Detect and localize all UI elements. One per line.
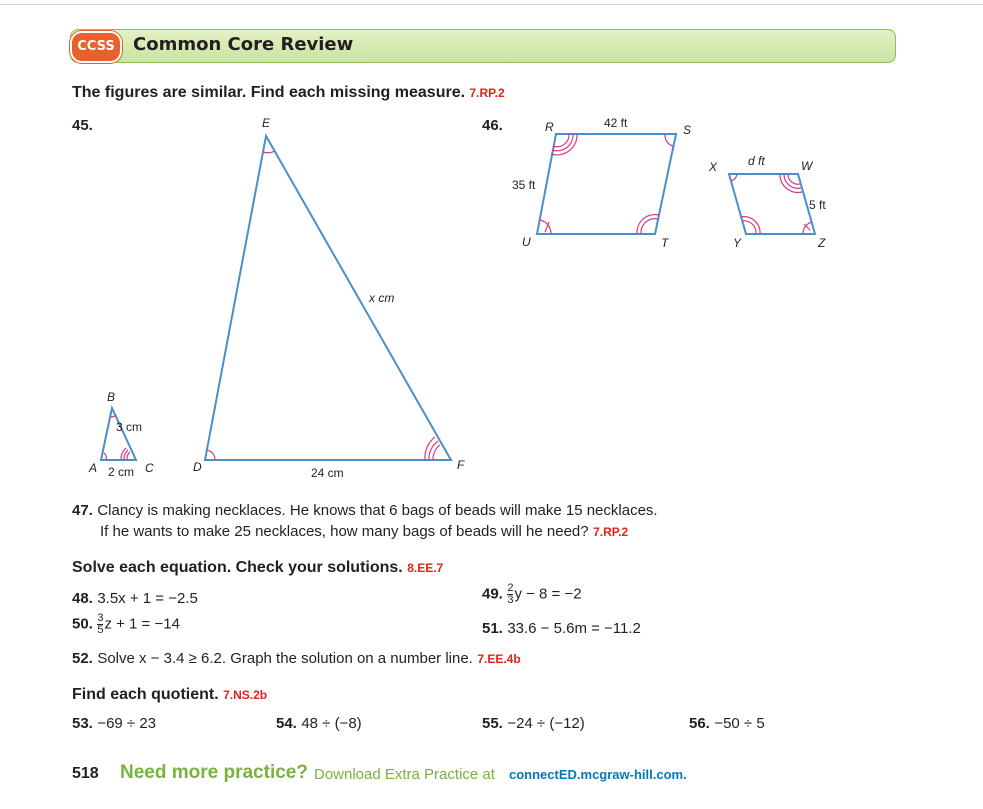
banner-title: Common Core Review <box>133 34 354 55</box>
problem-52 <box>72 650 521 668</box>
section1-standard: 7.RP.2 <box>469 86 505 100</box>
problem-51 <box>482 620 641 638</box>
p47-line1 <box>72 502 658 520</box>
section2-instruction: Solve each equation. Check your solutions. <box>72 559 403 576</box>
vertex-s: S <box>683 123 692 137</box>
section3-instruction: Find each quotient. <box>72 686 219 703</box>
problem-55 <box>482 715 585 733</box>
p47-number: 47. <box>72 502 93 519</box>
side-bc: 3 cm <box>116 420 143 434</box>
p56-expr: −50 ÷ 5 <box>714 715 765 732</box>
quad-xwzy <box>729 174 815 234</box>
p52-text: Solve x − 3.4 ≥ 6.2. Graph the solution on a number line. <box>97 650 473 667</box>
p51-expr: 33.6 − 5.6m = −11.2 <box>507 620 641 637</box>
vertex-a: A <box>89 461 98 475</box>
side-ru: 35 ft <box>512 178 536 192</box>
p47-text1: Clancy is making necklaces. He knows that 6 bags of beads will make 15 necklaces. <box>97 502 658 519</box>
p51-number: 51. <box>482 620 503 637</box>
p50-number: 50. <box>72 615 93 633</box>
p49-number: 49. <box>482 585 503 603</box>
p54-expr: 48 ÷ (−8) <box>301 715 362 732</box>
problem-49 <box>482 583 582 606</box>
side-ef: x cm <box>369 291 395 305</box>
footer-need-more: Need more practice? <box>120 762 308 783</box>
vertex-x: X <box>709 160 718 174</box>
p54-number: 54. <box>276 715 297 732</box>
side-xw: d ft <box>748 154 765 168</box>
footer-url-link[interactable]: connectED.mcgraw-hill.com. <box>509 767 687 782</box>
p47-text2: If he wants to make 25 necklaces, how many bags of beads will he need? <box>100 523 589 540</box>
p50-num: 3 <box>97 612 104 624</box>
p52-number: 52. <box>72 650 93 667</box>
p49-num: 2 <box>507 582 514 594</box>
vertex-y: Y <box>733 236 742 250</box>
side-ac: 2 cm <box>108 465 135 479</box>
section2-standard: 8.EE.7 <box>407 561 444 575</box>
p52-standard: 7.EE.4b <box>477 652 521 666</box>
p45-number: 45. <box>72 117 93 134</box>
vertex-z: Z <box>818 236 826 250</box>
problem-48 <box>72 590 198 608</box>
vertex-t: T <box>661 236 669 250</box>
side-wz: 5 ft <box>809 198 826 212</box>
p55-number: 55. <box>482 715 503 732</box>
section2-heading <box>72 559 443 577</box>
problem-50 <box>72 613 180 636</box>
p47-standard: 7.RP.2 <box>593 525 629 539</box>
p56-number: 56. <box>689 715 710 732</box>
vertex-r: R <box>545 120 554 134</box>
p50-expr: z + 1 = −14 <box>104 615 180 633</box>
p53-number: 53. <box>72 715 93 732</box>
problem-56 <box>689 715 765 733</box>
section3-heading <box>72 686 267 704</box>
vertex-d: D <box>193 460 202 474</box>
side-df: 24 cm <box>311 466 344 480</box>
problem-54 <box>276 715 362 733</box>
vertex-b: B <box>107 390 116 404</box>
footer-download-text: Download Extra Practice at <box>314 766 495 783</box>
vertex-u: U <box>522 235 531 249</box>
side-rs: 42 ft <box>604 116 628 130</box>
p48-number: 48. <box>72 590 93 607</box>
p50-fraction <box>97 613 103 636</box>
ccss-badge: CCSS <box>70 31 122 63</box>
problem-53 <box>72 715 156 733</box>
p49-den: 3 <box>507 594 514 606</box>
section3-standard: 7.NS.2b <box>223 688 268 702</box>
page-number: 518 <box>72 765 99 782</box>
p49-expr: y − 8 = −2 <box>514 585 582 603</box>
p55-expr: −24 ÷ (−12) <box>507 715 585 732</box>
vertex-c: C <box>145 461 154 475</box>
vertex-f: F <box>457 458 465 472</box>
triangle-abc <box>101 408 136 460</box>
p47-line2 <box>100 523 628 541</box>
p46-number: 46. <box>482 117 503 134</box>
p49-fraction <box>507 583 513 606</box>
p50-den: 5 <box>97 624 104 636</box>
triangle-def <box>205 136 451 460</box>
vertex-w: W <box>801 159 813 173</box>
p53-expr: −69 ÷ 23 <box>97 715 157 732</box>
section1-instruction: The figures are similar. Find each missing measure. <box>72 84 466 101</box>
p48-expr: 3.5x + 1 = −2.5 <box>97 590 198 607</box>
vertex-e: E <box>262 116 271 130</box>
